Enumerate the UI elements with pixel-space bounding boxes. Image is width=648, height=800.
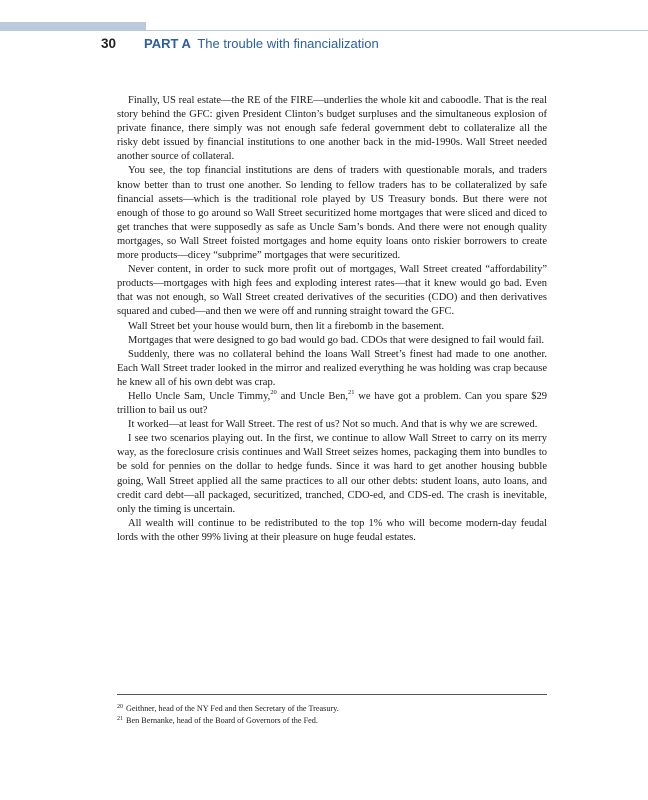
footnote-text: Ben Bernanke, head of the Board of Governors of the Fed. bbox=[126, 716, 318, 725]
paragraph: It worked—at least for Wall Street. The rest of us? Not so much. And that is why we are screwed. bbox=[128, 419, 538, 431]
footnote-ref[interactable]: 20 bbox=[270, 388, 277, 396]
paragraph: Wall Street bet your house would burn, then lit a firebomb in the basement. bbox=[128, 320, 445, 332]
paragraph bbox=[117, 390, 547, 418]
footnote bbox=[117, 714, 547, 726]
footnote-number: 21 bbox=[117, 716, 123, 722]
paragraph-text: and Uncle Ben, bbox=[276, 390, 348, 402]
paragraph: All wealth will continue to be redistributed to the top 1% who will become modern-day feudal lords with the other 99% living at their pleasure on huge feudal estates. bbox=[117, 517, 547, 543]
part-label: PART A bbox=[144, 36, 191, 51]
header-accent-bar bbox=[0, 22, 146, 31]
paragraph: You see, the top financial institutions are dens of traders with questionable morals, and traders know better than to trust one another. So lending to fellow traders has to be collateralized by safe financial assets—which is the traditional role played by US Treasury bonds. But there were not enough of those to go around so Wall Street securitized home mortgages that were sliced and diced to get tranches that were supposedly as safe as Uncle Sam’s bonds. And there were not enough quality mortgages, so Wall Street foisted mortgages and home equity loans onto riskier borrowers to create more products—dicey “subprime” mortgages that were securitized. bbox=[117, 165, 547, 262]
paragraph: Suddenly, there was no collateral behind the loans Wall Street’s finest had made to one another. Each Wall Street trader looked in the mirror and realized everything he was holding was crap because he knew all of his own debt was crap. bbox=[117, 348, 547, 388]
footnote bbox=[117, 702, 547, 714]
footnotes bbox=[117, 702, 547, 726]
part-title: The trouble with financialization bbox=[197, 36, 379, 51]
page-number: 30 bbox=[101, 36, 117, 51]
paragraph-text: we have got a problem. Can you spare $29 trillion to bail us out? bbox=[117, 390, 548, 417]
header-rule bbox=[146, 30, 648, 31]
footnote-number: 20 bbox=[117, 704, 123, 710]
paragraph: Never content, in order to suck more profit out of mortgages, Wall Street created “affordability” products—mortgages with high fees and exploding interest rates—that it knew would go bad. Even that was not enough, so Wall Street created derivatives of the securities (CDO) and then derivatives squared and cubed—and then we were off and running straight toward the GFC. bbox=[117, 264, 547, 318]
paragraph: I see two scenarios playing out. In the first, we continue to allow Wall Street to carry on its merry way, as the foreclosure crisis continues and Wall Street seizes homes, packaging them into bundles to be sold for pennies on the dollar to hedge funds. Since it was hard to get another housing bubble going, Wall Street applied all the same practices to all our other debts: student loans, auto loans, and credit card debt—all packaged, securitized, tranched, CDO-ed, and CDS-ed. The crash is inevitable, only the timing is uncertain. bbox=[117, 433, 547, 515]
paragraph-text: Hello Uncle Sam, Uncle Timmy, bbox=[128, 390, 271, 402]
footnote-ref[interactable]: 21 bbox=[347, 388, 355, 396]
footnote-text: Geithner, head of the NY Fed and then Secretary of the Treasury. bbox=[126, 704, 339, 713]
paragraph: Finally, US real estate—the RE of the FIRE—underlies the whole kit and caboodle. That is the real story behind the GFC: given President Clinton’s budget surpluses and the simultaneous explosion of private finance, there simply was not enough safe federal government debt to collateralize all the risky debt issued by financial institutions to one another back in the mid-1990s. Wall Street needed another source of collateral. bbox=[117, 95, 547, 163]
body-text bbox=[117, 94, 547, 545]
footnote-divider bbox=[117, 694, 547, 695]
running-head bbox=[144, 36, 379, 51]
paragraph: Mortgages that were designed to go bad would go bad. CDOs that were designed to fail would fail. bbox=[128, 334, 545, 346]
